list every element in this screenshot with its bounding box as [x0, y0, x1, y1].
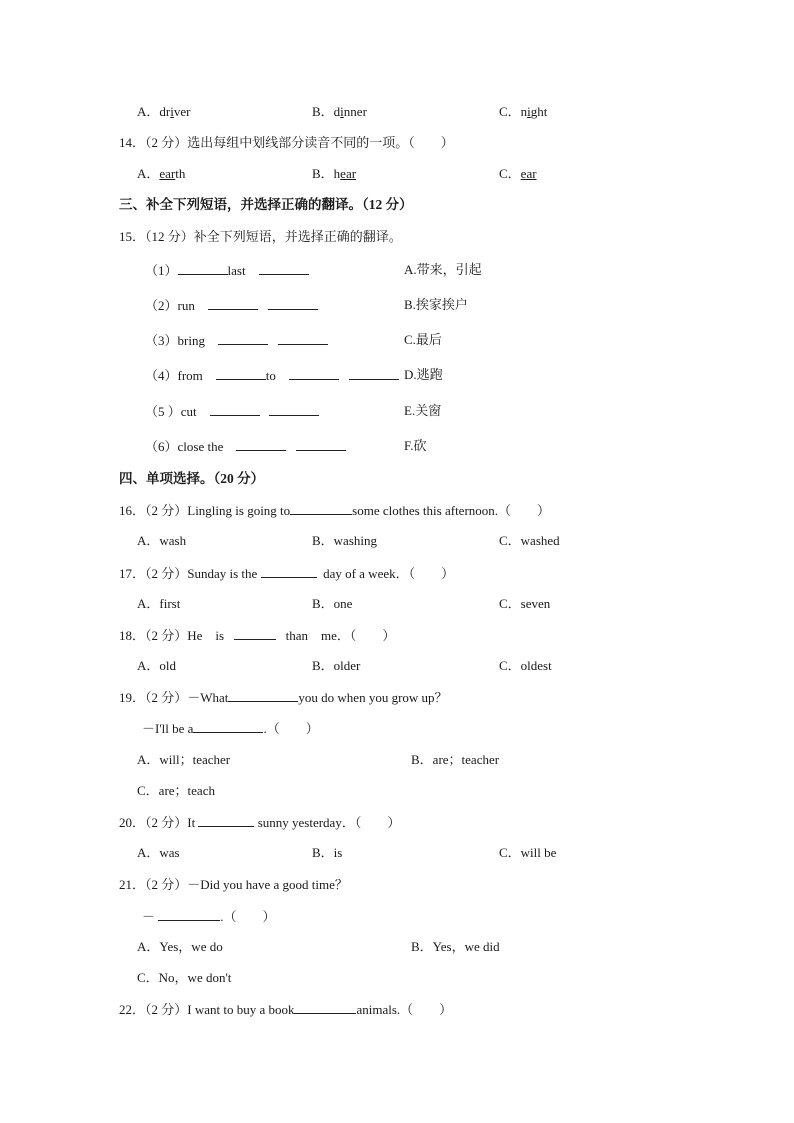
q15-stem: 15．（12 分）补全下列短语，并选择正确的翻译。 [119, 229, 402, 244]
q20-stem: 20．（2 分）It sunny yesterday．（ ） [119, 815, 401, 830]
phrase-row-4: （4）from to [145, 367, 399, 384]
q19-option-a[interactable]: A．will；teacher [137, 752, 231, 767]
q17-option-c[interactable]: C．seven [499, 596, 551, 611]
q17-stem: 17．（2 分）Sunday is the day of a week．（ ） [119, 566, 455, 581]
answer-blank[interactable] [216, 367, 266, 380]
answer-blank[interactable] [268, 297, 318, 310]
q21-option-b[interactable]: B．Yes，we did [411, 939, 500, 954]
q21-option-a[interactable]: A．Yes，we do [137, 939, 223, 954]
q17-option-a[interactable]: A．first [137, 596, 181, 611]
answer-blank[interactable] [278, 332, 328, 345]
q20-option-b[interactable]: B．is [312, 845, 343, 860]
q19-response: －I'll be a .（ ） [142, 721, 319, 736]
answer-blank[interactable] [198, 814, 254, 827]
translation-f: F.砍 [404, 438, 427, 453]
section3-heading: 三、补全下列短语，并选择正确的翻译。（12 分） [119, 197, 413, 212]
q21-stem: 21．（2 分）－Did you have a good time？ [119, 877, 348, 892]
q17-option-b[interactable]: B．one [312, 596, 353, 611]
q21-option-c[interactable]: C．No，we don't [137, 970, 232, 985]
answer-blank[interactable] [349, 367, 399, 380]
phrase-row-3: （3）bring [145, 332, 328, 349]
q18-option-a[interactable]: A．old [137, 658, 177, 673]
translation-b: B.挨家挨户 [404, 297, 468, 312]
q16-option-a[interactable]: A．wash [137, 533, 187, 548]
phrase-row-1: （1） last [145, 262, 309, 279]
q14-option-b: B．hear [312, 166, 357, 181]
q18-option-c[interactable]: C．oldest [499, 658, 552, 673]
answer-blank[interactable] [178, 262, 228, 275]
q18-stem: 18．（2 分）He is than me．（ ） [119, 628, 396, 643]
answer-blank[interactable] [210, 403, 260, 416]
answer-blank[interactable] [296, 438, 346, 451]
answer-blank[interactable] [259, 262, 309, 275]
answer-blank[interactable] [234, 627, 276, 640]
answer-blank[interactable] [269, 403, 319, 416]
answer-blank[interactable] [158, 908, 220, 921]
q20-option-c[interactable]: C．will be [499, 845, 557, 860]
answer-blank[interactable] [193, 720, 263, 733]
phrase-row-5: （5 ）cut [145, 403, 319, 420]
q13-option-a: A．driver [137, 104, 191, 119]
answer-blank[interactable] [236, 438, 286, 451]
q16-option-c[interactable]: C．washed [499, 533, 560, 548]
answer-blank[interactable] [228, 689, 298, 702]
q19-option-c[interactable]: C．are；teach [137, 783, 215, 798]
answer-blank[interactable] [289, 367, 339, 380]
q16-stem: 16．（2 分）Lingling is going to some clothes this afternoon.（ ） [119, 503, 551, 518]
q19-stem: 19．（2 分）－What you do when you grow up？ [119, 690, 448, 705]
q20-option-a[interactable]: A．was [137, 845, 180, 860]
q14-option-a: A．earth [137, 166, 186, 181]
translation-d: D.逃跑 [404, 367, 443, 382]
translation-a: A.带来，引起 [404, 262, 482, 277]
q19-option-b[interactable]: B．are；teacher [411, 752, 500, 767]
answer-blank[interactable] [261, 565, 317, 578]
q13-option-b: B．dinner [312, 104, 367, 119]
answer-blank[interactable] [218, 332, 268, 345]
answer-blank[interactable] [208, 297, 258, 310]
q18-option-b[interactable]: B．older [312, 658, 361, 673]
q14-option-c: C．ear [499, 166, 537, 181]
answer-blank[interactable] [290, 502, 352, 515]
q22-stem: 22．（2 分）I want to buy a book animals.（ ） [119, 1002, 453, 1017]
phrase-row-6: （6）close the [145, 438, 346, 455]
q16-option-b[interactable]: B．washing [312, 533, 378, 548]
translation-e: E.关窗 [404, 403, 442, 418]
q14-stem: 14．（2 分）选出每组中划线部分读音不同的一项。（ ） [119, 135, 454, 150]
q21-response: － .（ ） [142, 909, 276, 924]
answer-blank[interactable] [294, 1001, 356, 1014]
phrase-row-2: （2）run [145, 297, 318, 314]
section4-heading: 四、单项选择。（20 分） [119, 471, 265, 486]
translation-c: C.最后 [404, 332, 442, 347]
q13-option-c: C．night [499, 104, 548, 119]
